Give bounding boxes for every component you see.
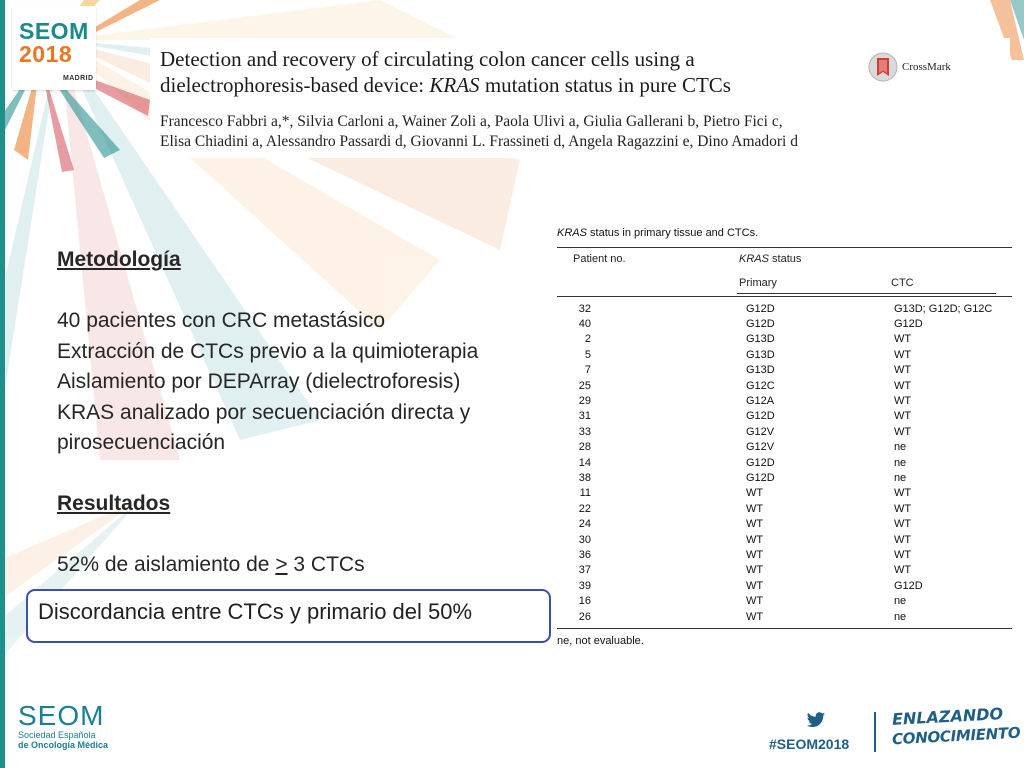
cell-ctc: ne bbox=[893, 441, 907, 454]
methods-item-5: pirosecuenciación bbox=[57, 431, 226, 454]
table-row bbox=[557, 424, 1012, 439]
logo-seom-text: SEOM bbox=[19, 18, 89, 44]
cell-ctc: WT bbox=[893, 487, 912, 500]
col-header-status: status bbox=[768, 253, 802, 265]
cell-patient: 29 bbox=[578, 395, 591, 408]
footer-seom-text: SEOM bbox=[18, 700, 105, 731]
methods-item-3: Aislamiento por DEPArray (dielectroforesis) bbox=[57, 370, 461, 393]
table-row bbox=[557, 532, 1012, 547]
cell-primary: WT bbox=[746, 548, 764, 561]
cell-ctc: WT bbox=[893, 364, 912, 377]
col-header-primary: Primary bbox=[739, 277, 777, 289]
cell-ctc: WT bbox=[893, 564, 912, 577]
paper-title-kras: KRAS bbox=[429, 73, 480, 97]
cell-patient: 31 bbox=[578, 410, 591, 423]
cell-patient: 11 bbox=[579, 487, 591, 500]
authors-line1: Francesco Fabbri a,*, Silvia Carloni a, Wainer Zoli a, Paola Ulivi a, Giulia Gallerani b, Pietro Fici c, bbox=[160, 113, 783, 130]
cell-primary: G12V bbox=[746, 425, 775, 438]
cell-primary: G12D bbox=[746, 410, 775, 423]
cell-ctc: WT bbox=[893, 533, 912, 546]
cell-patient: 14 bbox=[578, 456, 591, 469]
table-row bbox=[557, 609, 1012, 624]
cell-patient: 2 bbox=[584, 333, 591, 346]
footer-subtitle-2: de Oncología Médica bbox=[18, 740, 109, 750]
cell-ctc: ne bbox=[893, 456, 907, 469]
table-row bbox=[557, 470, 1012, 485]
table-row bbox=[557, 578, 1012, 593]
cell-patient: 30 bbox=[578, 533, 591, 546]
paper-title-line2-suffix: mutation status in pure CTCs bbox=[479, 73, 731, 97]
cell-patient: 22 bbox=[578, 502, 591, 515]
table-caption bbox=[557, 224, 1012, 247]
kras-table-body bbox=[557, 301, 1012, 624]
col-header-kras-status bbox=[739, 253, 801, 265]
crossmark-badge[interactable] bbox=[868, 52, 1008, 82]
col-header-kras: KRAS bbox=[739, 253, 769, 265]
cell-primary: WT bbox=[746, 518, 764, 531]
cell-patient: 39 bbox=[578, 579, 591, 592]
paper-authors bbox=[160, 112, 920, 152]
cell-patient: 16 bbox=[578, 595, 591, 608]
cell-ctc: WT bbox=[893, 425, 912, 438]
cell-patient: 28 bbox=[578, 441, 591, 454]
table-row bbox=[557, 516, 1012, 531]
cell-primary: WT bbox=[746, 564, 764, 577]
logo-year-text: 2018 bbox=[19, 41, 73, 67]
cell-patient: 33 bbox=[578, 425, 591, 438]
cell-patient: 36 bbox=[578, 548, 591, 561]
cell-primary: WT bbox=[746, 502, 764, 515]
cell-ctc: G13D; G12D; G12C bbox=[893, 302, 993, 315]
kras-table bbox=[557, 224, 1012, 647]
tagline-line-2: CONOCIMIENTO bbox=[891, 723, 1021, 749]
result-suffix: 3 CTCs bbox=[287, 553, 365, 576]
table-row bbox=[557, 301, 1012, 316]
cell-patient: 5 bbox=[584, 348, 591, 361]
cell-patient: 25 bbox=[578, 379, 591, 392]
seom-2018-logo bbox=[12, 6, 96, 90]
cell-primary: G12D bbox=[746, 456, 775, 469]
footer-separator bbox=[874, 712, 876, 752]
cell-patient: 32 bbox=[578, 302, 591, 315]
cell-ctc: WT bbox=[893, 395, 912, 408]
cell-ctc: WT bbox=[893, 348, 912, 361]
cell-primary: G13D bbox=[746, 364, 775, 377]
result-symbol: > bbox=[275, 553, 288, 576]
col-header-ctc: CTC bbox=[891, 277, 914, 289]
hashtag-text[interactable]: #SEOM2018 bbox=[769, 736, 850, 752]
results-heading: Resultados bbox=[57, 492, 171, 515]
table-row bbox=[557, 347, 1012, 362]
cell-ctc: ne bbox=[893, 471, 907, 484]
cell-ctc: G12D bbox=[893, 579, 923, 592]
authors-line2: Elisa Chiadini a, Alessandro Passardi d, Giovanni L. Frassineti d, Angela Ragazzini e, Dino Amadori d bbox=[160, 133, 798, 150]
paper-title bbox=[160, 46, 840, 98]
table-row bbox=[557, 593, 1012, 608]
cell-primary: WT bbox=[746, 487, 764, 500]
methods-item-4: KRAS analizado por secuenciación directa y bbox=[57, 400, 471, 424]
cell-ctc: WT bbox=[893, 410, 912, 423]
table-row bbox=[557, 409, 1012, 424]
table-row bbox=[557, 332, 1012, 347]
results-item bbox=[57, 550, 537, 581]
col-header-patient: Patient no. bbox=[573, 253, 626, 265]
paper-title-line1: Detection and recovery of circulating colon cancer cells using a bbox=[160, 47, 695, 71]
table-row bbox=[557, 563, 1012, 578]
cell-primary: WT bbox=[746, 610, 764, 623]
methods-item-2: Extracción de CTCs previo a la quimioterapia bbox=[57, 339, 479, 363]
left-summary bbox=[57, 245, 537, 581]
table-row bbox=[557, 547, 1012, 562]
cell-primary: G12C bbox=[746, 379, 775, 392]
logo-city-text: MADRID bbox=[63, 75, 94, 82]
cell-primary: G12D bbox=[746, 302, 775, 315]
cell-ctc: G12D bbox=[893, 318, 923, 331]
twitter-icon[interactable] bbox=[806, 712, 826, 729]
cell-patient: 38 bbox=[578, 471, 591, 484]
cell-patient: 24 bbox=[578, 518, 591, 531]
table-row bbox=[557, 363, 1012, 378]
cell-patient: 37 bbox=[578, 564, 591, 577]
table-caption-kras: KRAS bbox=[557, 227, 587, 239]
cell-ctc: WT bbox=[893, 379, 912, 392]
result-prefix: 52% de aislamiento de bbox=[57, 553, 276, 576]
cell-ctc: ne bbox=[893, 595, 907, 608]
crossmark-text: CrossMark bbox=[902, 61, 951, 73]
paper-title-line2 bbox=[160, 72, 840, 98]
cell-primary: G12D bbox=[746, 318, 775, 331]
table-row bbox=[557, 501, 1012, 516]
cell-patient: 7 bbox=[584, 364, 591, 377]
paper-title-line2-prefix: dielectrophoresis-based device: bbox=[160, 73, 430, 97]
methods-item-1: 40 pacientes con CRC metastásico bbox=[57, 309, 385, 332]
crossmark-icon bbox=[868, 52, 898, 82]
table-caption-rest: status in primary tissue and CTCs. bbox=[586, 227, 759, 239]
footer-subtitle-1: Sociedad Española bbox=[18, 730, 96, 740]
cell-primary: G13D bbox=[746, 333, 775, 346]
cell-primary: WT bbox=[746, 579, 764, 592]
seom-footer-logo bbox=[18, 702, 108, 750]
paper-header bbox=[150, 38, 1010, 158]
cell-primary: WT bbox=[746, 595, 764, 608]
table-row bbox=[557, 393, 1012, 408]
cell-primary: G12D bbox=[746, 471, 775, 484]
cell-primary: G13D bbox=[746, 348, 775, 361]
cell-ctc: WT bbox=[893, 548, 912, 561]
table-footnote: ne, not evaluable. bbox=[557, 635, 644, 648]
table-row bbox=[557, 440, 1012, 455]
table-header-row-2 bbox=[557, 272, 1012, 296]
cell-primary: WT bbox=[746, 533, 764, 546]
left-accent-bar bbox=[0, 0, 5, 768]
cell-ctc: WT bbox=[893, 502, 912, 515]
table-header-row-1 bbox=[557, 248, 1012, 272]
cell-ctc: WT bbox=[893, 518, 912, 531]
table-row bbox=[557, 455, 1012, 470]
cell-primary: G12A bbox=[746, 395, 775, 408]
cell-ctc: ne bbox=[893, 610, 907, 623]
cell-patient: 40 bbox=[578, 318, 591, 331]
tagline-line-1: ENLAZANDO bbox=[891, 704, 1004, 729]
cell-ctc: WT bbox=[893, 333, 912, 346]
methods-heading: Metodología bbox=[57, 248, 181, 271]
discordance-text: Discordancia entre CTCs y primario del 50% bbox=[38, 599, 473, 624]
table-row bbox=[557, 316, 1012, 331]
table-row bbox=[557, 486, 1012, 501]
cell-patient: 26 bbox=[578, 610, 591, 623]
discordance-highlight-box bbox=[26, 589, 551, 643]
cell-primary: G12V bbox=[746, 441, 775, 454]
table-row bbox=[557, 378, 1012, 393]
